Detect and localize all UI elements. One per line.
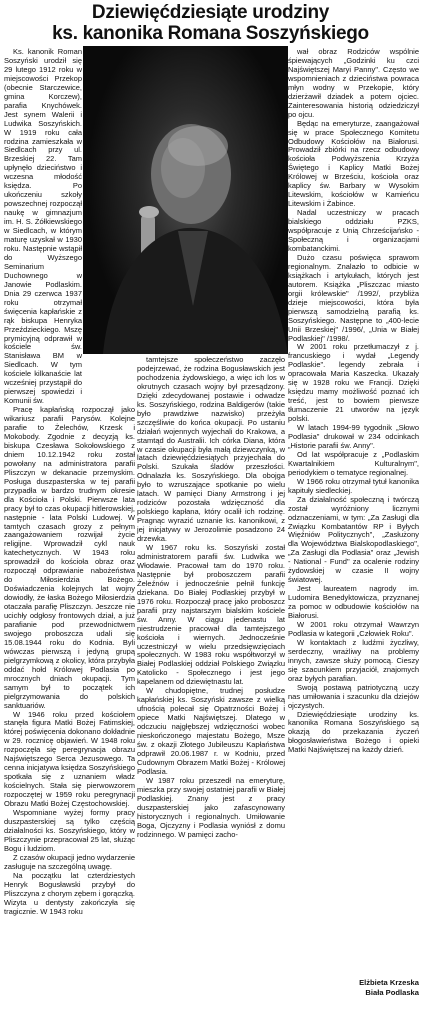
column-3-paragraph: W 1966 roku otrzymał tytuł kanonika kapituły siedleckiej. [288,476,419,495]
column-2-paragraph: W 1987 roku przeszedł na emeryturę, mieszka przy swojej ostatniej parafii w Białej Podlaskiej. Znany jest z pracy duszpasterskiej jako zafascynowany historycznych i regionalnych. Umiłowanie Boga, Ojczyzny i Podlasia wyniósł z domu rodzinnego. W pamięci zacho- [137,775,285,839]
column-1-paragraph: W 1946 roku przed kościołem stanęła figura Matki Bożej Fatimskiej, której poświęcenia dokonano dokładnie w 29. rocznicę objawień. W 1948 roku rozpoczęła się peregrynacja obrazu Najświętszego Serca Jezusowego. Ta cenna inicjatywa księdza Soszyńskiego spotkała się z uznaniem władz kościelnych. Stała się pierwowzorem rozpoczętej w 1959 roku peregrynacji Obrazu Matki Bożej Częstochowskiej. [4,709,135,809]
portrait-photo [83,46,288,354]
column-3-paragraph: W kontaktach z ludźmi życzliwy, serdeczny, wrażliwy na problemy innych, zawsze służy pomocą. Cieszy się szacunkiem przyjaciół, znajomych oraz byłych parafian. [288,637,419,683]
column-1-intro-paragraph: Ks. kanonik Roman Soszyński urodził się 29 lutego 1912 roku w miejscowości Przekop (obecnie Starczewice, gmina Korczew), parafia Knychówek. Jest synem Walerii i Ludwika Soszyńskich. W 1919 roku cała rodzina zamieszkała w Siedlcach przy ul. Brzeskiej 22. Tam upłynęło dzieciństwo i wczesna młodość księdza. Po ukończeniu szkoły powszechnej rozpoczął naukę w gimnazjum im. H. S. Żółkiewskiego w Siedlcach, w którym maturę uzyskał w 1930 roku. Następnie wstąpił do Wyższego Seminarium Duchownego w Janowie Podlaskim. Dnia 29 czerwca 1937 roku otrzymał święcenia kapłańskie z rąk biskupa Henryka Przeździeckiego. Mszę prymicyjną odprawił w kościele św. Stanisława BM w Siedlcach. W tym kościele kilkanaście lat wcześniej przystąpił do pierwszej spowiedzi i Komunii św. [4,48,82,406]
column-3 [288,48,419,966]
column-2-paragraph: W 1967 roku ks. Soszyński został administratorem parafii św. Ludwika we Włodawie. Pracował tam do 1970 roku. Następnie był proboszczem parafii Żeleźnów i jednocześnie pełnił funkcję dziekana. Do Białej Podlaskiej przybył w 1976 roku. Rozpoczął pracę jako proboszcz parafii przy najstarszym bialskim kościele św. Anny. W ciągu jedenastu lat niestrudzenie pracował dla tamtejszego kościoła i wiernych. Jednocześnie uczestniczył w wielu przedsięwzięciach społecznych. W 1983 roku współtworzył w Białej Podlaskiej oddział Polskiego Związku Katolicko - Społecznego i jest jego kapelanem od dziewiętnastu lat. [137,543,285,687]
column-3-paragraph: wał obraz Rodziców wspólnie śpiewających „Godzinki ku czci Najświętszej Maryi Panny". Często we wspomnieniach z dzieciństwa powraca młyn wodny w Przekopie, który dzierżawił dziadek a potem ojciec. Zainteresowania historią odziedziczył po ojcu. [288,48,419,119]
author-name: Elżbieta Krzeska [359,978,419,987]
column-3-paragraph: Dużo czasu poświęca sprawom regionalnym. Znalazło to odbicie w książkach i artykułach, których jest autorem. Książka „Pliszczac miasto orgii królewskie" /1992/, przybliża dzieje miejscowości, która była pierwszą samodzielną parafią ks. Soszyńskiego. Następne to „400-lecie Unii Brzeskiej" /1996/, „Unia w Białej Podlaskiej" /1998/. [288,252,419,343]
headline-line-2: ks. kanonika Romana Soszyńskiego [52,23,369,44]
author-place: Biała Podlaska [365,988,419,997]
author-signature [288,978,419,998]
column-3-paragraph: W 2001 roku otrzymał Wawrzyn Podlasia w kategorii „Człowiek Roku". [288,620,419,638]
column-3-paragraph: Od lat współpracuje z „Podlaskim Kwartalnikiem Kulturalnym", periodykiem o tematyce regionalnej. [288,449,419,477]
column-3-paragraph: Za działalność społeczną i twórczą został wyróżniony licznymi odznaczeniami, w tym: „Za Zasługi dla Związku Kombatantów RP i Byłych Więźniów Politycznych", „Zasłużony dla Województwa Bialskopodlaskiego", „Za Zasługi dla Podlasia" oraz „Jewish - National - Fund" za ocalenie rodziny żydowskiej w czasie II wojny światowej. [288,494,419,585]
column-3-paragraph: Jest laureatem nagrody im. Ludomira Benedyktowicza, przyznanej za pomoc w odbudowie kościołów na Białorusi. [288,584,419,621]
column-2-paragraph: W chudopiętne, trudnej posłudze kapłańskiej ks. Soszyński zawsze z wielką ufnością polecał się Opatrzności Bożej i opiece Matki Najświętszej. Dlatego w odczuciu najgłębszej wdzięczności wobec nieskończonego majestatu Bożego, Msze św. z okazji Złotego Jubileuszu Kapłaństwa odprawił 20.06.1987 r. w Kodniu, przed Cudownym Obrazem Matki Bożej - Królowej Podlasia. [137,686,285,776]
column-3-paragraph: W 2001 roku przetłumaczył z j. francuskiego i wydał „Legendy Podlaskie". legendy zebrała i opracowała Maria Kaszecka. Ukazały się w 1928 roku we Francji. Dzięki księdzu mamy możliwość poznać ich treść, jest to bowiem pierwsze tłumaczenie 21 utworów na język polski. [288,342,419,424]
portrait-photo-graphic [83,46,288,354]
column-1-paragraph: Z czasów okupacji jedno wydarzenie zasługuje na szczególną uwagę. [4,852,135,871]
column-3-paragraph: Swoją postawą patriotyczną uczy nas umiłowania i szacunku dla dziejów ojczystych. [288,682,419,710]
column-1-paragraph: Wspomniane wyżej formy pracy duszpasterskiej są tylko częścią działalności ks. Soszyńskiego, który w Pliszczynie przepracował 25 lat, służąc Bogu i ludziom. [4,808,135,853]
article-headline [0,2,421,44]
column-1-paragraph: Pracę kapłańską rozpoczął jako wikariusz parafii Parysów. Kolejne parafie to Żelechów, Krzesk i Mokobody. Zgodnie z decyzją ks. biskupa Czesława Sokołowskiego z dniem 10.12.1942 roku został powołany na administratora parafii Pliszczyn w dekanacie przemyskim. Posługa duszpasterska w tej parafii przypadła w bardzo trudnym okresie dla Kościoła i Polski. Pierwsze lata pracy był to czas okupacji hitlerowskiej, następnie - lata Polski Ludowej. W tamtych czasach grozy z pełnym zaangażowaniem rozwijał życie religijne. Wprowadził cykl nauk katechetycznych. W 1943 roku sprowadził do kościoła obraz oraz rozpoczął odprawianie nabożeństwa do Miłosierdzia Bożego. Doświadczenia kolejnych lat wojny dowiodły, że łaska Bożego Miłosierdzia otaczała parafię Pliszczyn. Jeszcze nie ucichły odgłosy frontowych dział, a już parafianie pod przewodnictwem swojego proboszcza udali się 15.08.1944 roku do Kodnia. Byli wówczas pierwszą i jedyną grupą pielgrzymkową z okolicy, która przybyła oddać hołd Królowej Podlasia po mrocznych dniach okupacji. Tym samym był to początek ich pielgrzymowania do polskich sanktuariów. [4,405,135,710]
headline-line-1: Dziewięćdziesiąte urodziny [91,2,330,23]
column-2 [137,356,285,1016]
column-2-paragraph: tamtejsze społeczeństwo zaczęło podejrzewać, że rodzina Bogusławskich jest pochodzenia żydowskiego, a więc ich los w okrutnych czasach wojny był przesądzony. Dzięki zdecydowanej postawie i odwadze ks. Soszyńskiego, rodzina Baldigerów (takie było prawdziwe nazwisko) przeżyła szczęśliwie do końca okupacji. Po ustaniu działań wojennych wyjechali do Krakowa, a stamtąd do Australii. Ich córka Diana, która w czasie okupacji była małą dziewczynką, w latach dziewięćdziesiątych przyjechała do Polski. Szukała śladów przeszłości. Odnalazła ks. Soszyńskiego. Dla obojga było to wzruszające spotkanie po wielu latach. W pamięci Diany Armstrong i jej rodziców pozostała wdzięczność dla polskiego kapłana, który ocalił ich rodzinę. Pragnąc wyrazić uznanie ks. kanonikowi, z jej inicjatywy w Jerozolimie posadzono 24 drzewka. [137,356,285,544]
column-3-paragraph: Dziewięćdziesiąte urodziny ks. kanonika Romana Soszyńskiego są okazją do przekazania życzeń błogosławieństwa Bożego i opieki Matki Najświętszej na każdy dzień. [288,709,419,755]
column-3-paragraph: W latach 1994-99 tygodnik „Słowo Podlasia" drukował w 234 odcinkach „Historie parafii św. Anny". [288,423,419,450]
column-1-paragraph: Na początku lat czterdziestych Henryk Bogusławski przybył do Pliszczyna z chorym zębem i gorączką. Wizyta u dentysty zakończyła się tragicznie. W 1943 roku [4,870,135,916]
column-3-paragraph: Nadal uczestniczy w pracach bialskiego oddziału PZKS, współpracuje z Unią Chrześcijańsko - Społeczną i organizacjami kombatanckimi. [288,208,419,253]
column-3-paragraph: Będąc na emeryturze, zaangażował się w prace Społecznego Komitetu Odbudowy Kościołów na Białorusi. Prowadził zbiórki na rzecz odbudowy kościoła Podwyższenia Krzyża Świętego i Kaplicy Matki Bożej Królowej w Brześciu, kościoła oraz kaplicy św. Barbary w Wysokim Litewskim, kościołów w Kamieńcu Litewskim i Żabince. [288,118,419,209]
